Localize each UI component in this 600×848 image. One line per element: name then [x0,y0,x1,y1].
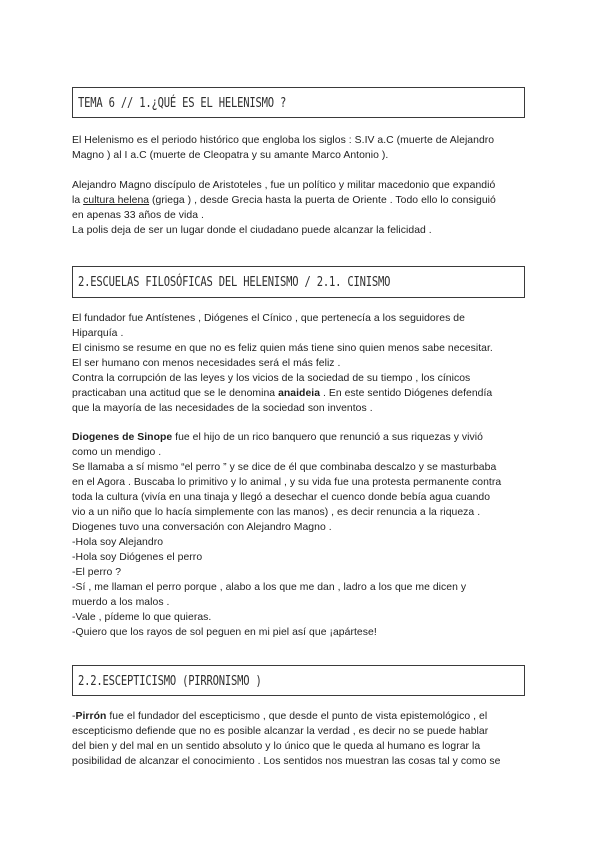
cinismo-paragraph-1 [72,311,528,416]
text-fragment: practicaban una actitud que se le denomina [72,388,279,399]
text-fragment: (griega ) , desde Grecia hasta la puerta de Oriente . Todo ello lo consiguió [149,195,496,206]
text-line: como un mendigo . [72,447,162,458]
text-line: Contra la corrupción de las leyes y los vicios de la sociedad de su tiempo , los cínicos [72,373,471,384]
text-line: posibilidad de alcanzar el conocimiento . Los sentidos nos muestran las cosas tal y como se [72,756,501,767]
pirron-name: Pirrón [75,711,107,722]
heading-text-1: TEMA 6 // 1.¿QUÉ ES EL HELENISMO ? [78,95,287,110]
text-fragment: . En este sentido Diógenes defendía [320,388,493,399]
text-line: El Helenismo es el periodo histórico que engloba los siglos : S.IV a.C (muerte de Alejandro [72,135,495,146]
text-line [72,709,528,724]
dialogue-line: -Quiero que los rayos de sol peguen en mi piel así que ¡apártese! [72,627,377,638]
intro-paragraph-1 [72,133,528,163]
dialogue-line: -El perro ? [72,567,122,578]
section-heading-3 [72,665,525,696]
text-line: Hiparquía . [72,328,124,339]
section-heading-1 [72,87,525,118]
cinismo-paragraph-2 [72,430,528,640]
anaideia-term: anaideia [278,388,321,399]
dialogue-line: -Sí , me llaman el perro porque , alabo a los que me dan , ladro a los que me dicen y [72,582,467,593]
text-line: El cinismo se resume en que no es feliz quien más tiene sino quien menos sabe necesitar. [72,343,493,354]
text-line: del bien y del mal en un sentido absoluto y lo único que le queda al humano es lograr la [72,741,481,752]
intro-paragraph-2 [72,178,528,238]
text-fragment: fue el hijo de un rico banquero que renunció a sus riquezas y vivió [172,432,483,443]
dialogue-line: -Hola soy Alejandro [72,537,164,548]
diogenes-name: Diogenes de Sinope [72,432,173,443]
section-heading-2 [72,266,525,298]
dialogue-line: muerdo a los malos . [72,597,170,608]
text-line: en apenas 33 años de vida . [72,210,204,221]
text-line [72,193,528,208]
text-line: Alejandro Magno discípulo de Aristoteles , fue un político y militar macedonio que expandió [72,180,496,191]
text-fragment: la [72,195,84,206]
text-line: La polis deja de ser un lugar donde el ciudadano puede alcanzar la felicidad . [72,225,432,236]
text-line [72,430,528,445]
text-line: que la mayoría de las necesidades de la sociedad son inventos . [72,403,373,414]
text-line: El fundador fue Antístenes , Diógenes el Cínico , que pertenecía a los seguidores de [72,313,465,324]
text-line: El ser humano con menos necesidades será el más feliz . [72,358,341,369]
text-line [72,386,528,401]
text-line: vio a un niño que lo hacía simplemente con las manos) , es decir renuncia a la riqueza . [72,507,481,518]
text-line: escepticismo defiende que no es posible alcanzar la verdad , es decir no se puede hablar [72,726,489,737]
dialogue-line: -Hola soy Diógenes el perro [72,552,203,563]
text-line: en el Agora . Buscaba lo primitivo y lo animal , y su vida fue una protesta permanente contra [72,477,502,488]
escepticismo-paragraph-1 [72,709,528,769]
text-fragment: fue el fundador del escepticismo , que desde el punto de vista epistemológico , el [106,711,488,722]
text-line: Magno ) al I a.C (muerte de Cleopatra y su amante Marco Antonio ). [72,150,389,161]
cultura-helena-link[interactable]: cultura helena [83,195,150,206]
heading-text-3: 2.2.ESCEPTICISMO (PIRRONISMO ) [78,673,262,688]
heading-text-2: 2.ESCUELAS FILOSÓFICAS DEL HELENISMO / 2.1. CINISMO [78,274,391,290]
text-line: Diogenes tuvo una conversación con Alejandro Magno . [72,522,332,533]
text-line: Se llamaba a sí mismo “el perro ” y se dice de él que combinaba descalzo y se masturbaba [72,462,497,473]
text-fragment: - [72,711,76,722]
text-line: toda la cultura (vivía en una tinaja y llegó a desechar el cuenco donde bebía agua cuando [72,492,491,503]
dialogue-line: -Vale , pídeme lo que quieras. [72,612,212,623]
